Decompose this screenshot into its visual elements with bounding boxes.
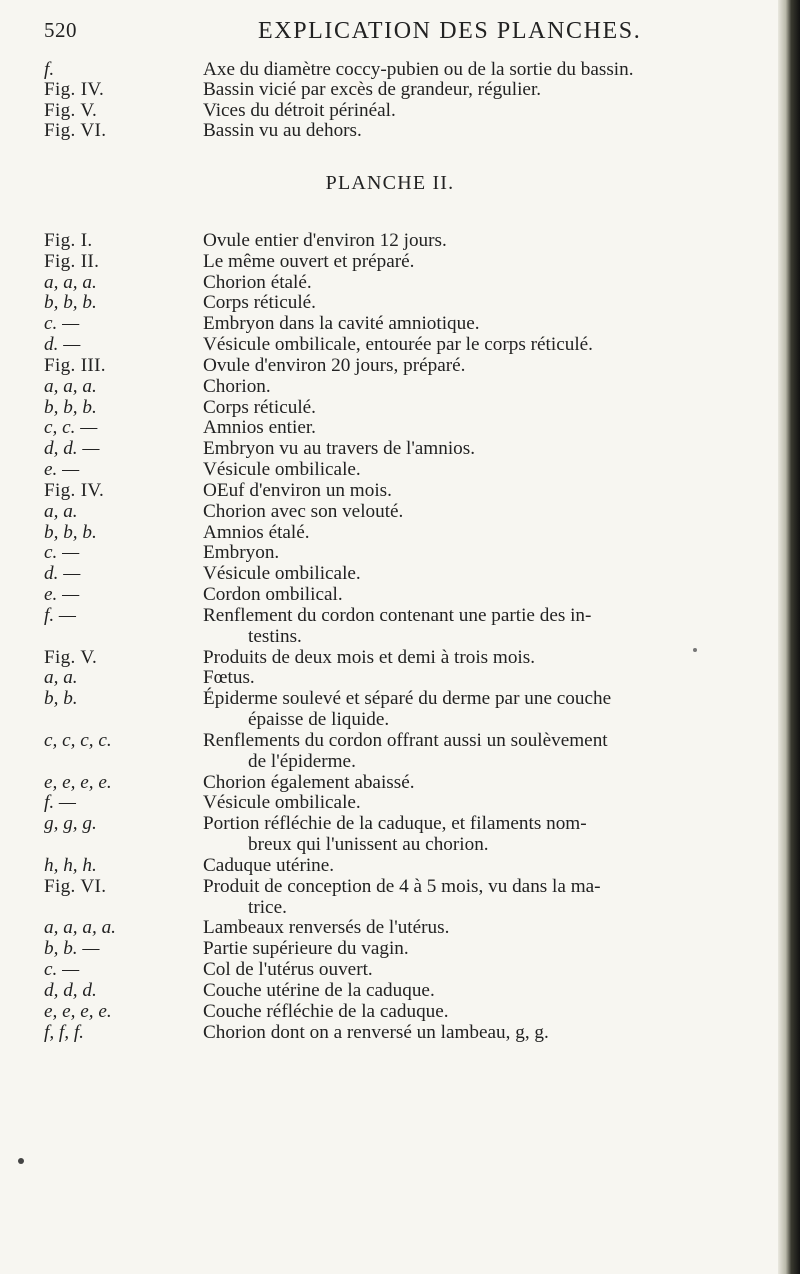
entry-description: Caduque utérine. [203, 854, 335, 876]
section-heading: PLANCHE II. [325, 172, 455, 194]
page-binding-edge [778, 0, 800, 1274]
entry-continuation [0, 752, 780, 773]
entry-description: Le même ouvert et préparé. [203, 250, 415, 272]
entry-label: b, b, b. [44, 521, 97, 543]
entry-label: e, e, e, e. [44, 1000, 112, 1022]
entry-label: a, a. [44, 667, 78, 689]
entry-label: c, c, c, c. [44, 729, 112, 751]
entry-label: d. — [44, 563, 81, 585]
legend-entry [0, 773, 780, 794]
entry-description: Chorion avec son velouté. [203, 500, 404, 522]
entry-label: b, b. [44, 688, 78, 710]
entry-label: d. — [44, 334, 81, 356]
entry-label: Fig. II. [44, 250, 100, 272]
legend-entry [0, 377, 780, 398]
page-number: 520 [44, 18, 77, 42]
legend-entry [0, 439, 780, 460]
entry-description: Chorion dont on a renversé un lambeau, g, g. [203, 1021, 549, 1043]
legend-entry [0, 689, 780, 710]
entry-description: Embryon vu au travers de l'amnios. [203, 438, 476, 460]
entry-description-continued: épaisse de liquide. [248, 709, 390, 731]
entry-description: Bassin vu au dehors. [203, 119, 362, 141]
entry-description-continued: breux qui l'unissent au chorion. [248, 834, 489, 856]
entry-description: Partie supérieure du vagin. [203, 938, 409, 960]
entry-description: Produits de deux mois et demi à trois mois. [203, 646, 536, 668]
legend-entry [0, 731, 780, 752]
entry-label: Fig. IV. [44, 479, 105, 501]
entry-label: g, g, g. [44, 813, 97, 835]
entry-label: a, a, a, a. [44, 917, 116, 939]
entry-label: a, a, a. [44, 271, 97, 293]
legend-entry [0, 981, 780, 1002]
entry-label: b, b. — [44, 938, 100, 960]
entry-label: f. [44, 59, 55, 80]
entry-label: e. — [44, 459, 80, 481]
entry-label: f. — [44, 792, 76, 814]
legend-entry [0, 398, 780, 419]
entry-description: Chorion. [203, 375, 271, 397]
legend-entry [0, 60, 780, 80]
entry-description: Lambeaux renversés de l'utérus. [203, 917, 450, 939]
entry-label: d, d, d. [44, 979, 97, 1001]
entry-description: Épiderme soulevé et séparé du derme par une couche [203, 688, 612, 710]
entry-description: Vésicule ombilicale. [203, 792, 361, 814]
entry-description: Cordon ombilical. [203, 584, 343, 606]
entry-description: Vésicule ombilicale, entourée par le corps réticulé. [203, 334, 593, 356]
legend-entry [0, 543, 780, 564]
entry-continuation [0, 898, 780, 919]
entry-description: Produit de conception de 4 à 5 mois, vu dans la ma- [203, 875, 601, 897]
legend-entry [0, 314, 780, 335]
entry-description: Vésicule ombilicale. [203, 563, 361, 585]
entry-continuation [0, 835, 780, 856]
entry-description: Embryon dans la cavité amniotique. [203, 313, 480, 335]
legend-entry [0, 80, 780, 100]
legend-entry [0, 814, 780, 835]
entry-label: c. — [44, 959, 80, 981]
entry-description: Col de l'utérus ouvert. [203, 959, 373, 981]
entry-label: Fig. VI. [44, 119, 107, 141]
running-title: EXPLICATION DES PLANCHES. [258, 18, 642, 44]
entry-description: Chorion également abaissé. [203, 771, 415, 793]
entry-description: Vices du détroit périnéal. [203, 99, 396, 121]
entry-label: e. — [44, 584, 80, 606]
legend-entry [0, 481, 780, 502]
entry-description: Amnios entier. [203, 417, 316, 439]
entry-label: Fig. VI. [44, 875, 107, 897]
entry-description: Ovule d'environ 20 jours, préparé. [203, 354, 466, 376]
entry-description: Couche réfléchie de la caduque. [203, 1000, 449, 1022]
entry-description: Couche utérine de la caduque. [203, 979, 435, 1001]
legend-entry [0, 960, 780, 981]
legend-entry [0, 606, 780, 627]
entry-label: b, b, b. [44, 292, 97, 314]
entry-description: Fœtus. [203, 667, 255, 689]
legend-entry [0, 668, 780, 689]
entry-description: Vésicule ombilicale. [203, 459, 361, 481]
legend-entry [0, 335, 780, 356]
legend-entry [0, 231, 780, 252]
entry-description: Ovule entier d'environ 12 jours. [203, 230, 447, 251]
entry-description: Corps réticulé. [203, 396, 316, 418]
entry-description-continued: de l'épiderme. [248, 750, 356, 772]
entry-label: Fig. IV. [44, 79, 105, 101]
legend-entry [0, 564, 780, 585]
legend-entry [0, 293, 780, 314]
entry-description: OEuf d'environ un mois. [203, 479, 392, 501]
legend-entry [0, 101, 780, 121]
legend-entry [0, 460, 780, 481]
page-header [0, 18, 780, 50]
legend-entry [0, 273, 780, 294]
entry-label: a, a, a. [44, 375, 97, 397]
entry-description: Axe du diamètre coccy-pubien ou de la sortie du bassin. [203, 59, 634, 80]
legend-entry [0, 252, 780, 273]
legend-entry [0, 648, 780, 669]
legend-entry [0, 918, 780, 939]
legend-entry [0, 1023, 780, 1044]
entry-label: Fig. I. [44, 230, 93, 251]
entry-label: h, h, h. [44, 854, 97, 876]
entry-label: c, c. — [44, 417, 98, 439]
entry-label: f, f, f. [44, 1021, 84, 1043]
entry-label: d, d. — [44, 438, 100, 460]
legend-entry [0, 523, 780, 544]
legend-entry [0, 585, 780, 606]
ink-spot [693, 648, 697, 652]
legend-entry [0, 877, 780, 898]
entry-label: Fig. III. [44, 354, 106, 376]
entry-description: Corps réticulé. [203, 292, 316, 314]
legend-entry [0, 502, 780, 523]
entry-description-continued: trice. [248, 896, 287, 918]
entry-description: Portion réfléchie de la caduque, et filaments nom- [203, 813, 587, 835]
entry-description: Renflements du cordon offrant aussi un soulèvement [203, 729, 608, 751]
entry-description-continued: testins. [248, 625, 302, 647]
legend-entry [0, 1002, 780, 1023]
legend-entry [0, 356, 780, 377]
entry-label: e, e, e, e. [44, 771, 112, 793]
entry-label: a, a. [44, 500, 78, 522]
entry-label: f. — [44, 604, 76, 626]
entry-continuation [0, 627, 780, 648]
entry-label: b, b, b. [44, 396, 97, 418]
entry-description: Renflement du cordon contenant une partie des in- [203, 604, 592, 626]
legend-entry [0, 121, 780, 141]
legend-entry [0, 793, 780, 814]
entry-description: Bassin vicié par excès de grandeur, régulier. [203, 79, 542, 101]
entry-description: Embryon. [203, 542, 280, 564]
entry-description: Chorion étalé. [203, 271, 312, 293]
entry-label: c. — [44, 542, 80, 564]
legend-entry [0, 418, 780, 439]
entry-label: Fig. V. [44, 99, 98, 121]
entry-description: Amnios étalé. [203, 521, 310, 543]
ink-spot [18, 1158, 24, 1164]
entry-continuation [0, 710, 780, 731]
entry-label: c. — [44, 313, 80, 335]
entry-label: Fig. V. [44, 646, 98, 668]
legend-entry [0, 939, 780, 960]
legend-entry [0, 856, 780, 877]
